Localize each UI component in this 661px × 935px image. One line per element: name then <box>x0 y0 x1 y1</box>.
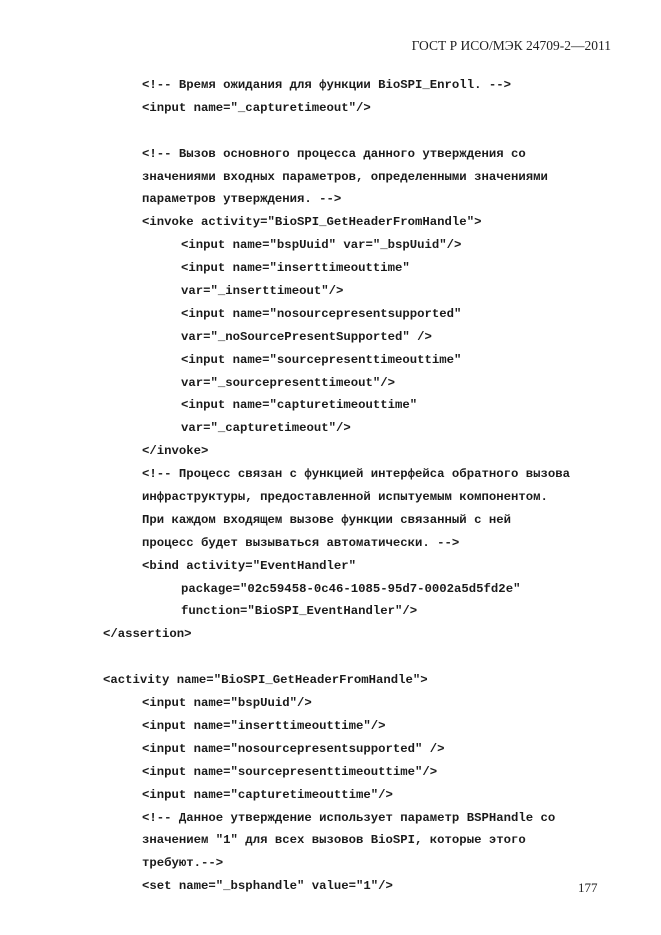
code-line-comment-callback: <!-- Процесс связан с функцией интерфейса обратного вызова <box>142 467 571 482</box>
code-line-comment-timeout: <!-- Время ожидания для функции BioSPI_Enroll. --> <box>142 78 511 92</box>
code-line-bind-open: <bind activity="EventHandler" <box>142 558 357 573</box>
code-line-activity-input-nosourcepresent: <input name="nosourcepresentsupported" /> <box>142 741 445 756</box>
page-header: ГОСТ Р ИСО/МЭК 24709-2—2011 <box>411 38 611 53</box>
code-line-input-capturetimeout: <input name="_capturetimeout"/> <box>142 100 371 115</box>
code-line-comment-callback: инфраструктуры, предоставленной испытуемым компонентом. <box>142 490 548 505</box>
code-line-comment-invoke: <!-- Вызов основного процесса данного утверждения со <box>142 146 526 161</box>
page-number: 177 <box>578 880 598 895</box>
blank-line <box>0 120 661 143</box>
code-line-comment-callback: процесс будет вызываться автоматически. --> <box>142 535 460 550</box>
code-line-activity-input-sourcepresenttimeout: <input name="sourcepresenttimeouttime"/> <box>142 764 438 779</box>
code-line-comment-bsphandle: <!-- Данное утверждение использует параметр BSPHandle со <box>142 810 556 825</box>
code-line-activity-open: <activity name="BioSPI_GetHeaderFromHandle"> <box>103 673 428 688</box>
code-line-bind-package: package="02c59458-0c46-1085-95d7-0002a5d5fd2e" <box>181 581 521 596</box>
code-line-input-bspuuid: <input name="bspUuid" var="_bspUuid"/> <box>181 238 462 253</box>
code-line-input-inserttimeouttime: <input name="inserttimeouttime" <box>181 261 410 276</box>
code-line-comment-invoke: параметров утверждения. --> <box>142 192 342 207</box>
code-line-var-nosourcepresent: var="_noSourcePresentSupported" /> <box>181 329 432 344</box>
code-line-invoke-open: <invoke activity="BioSPI_GetHeaderFromHandle"> <box>142 215 482 230</box>
code-line-var-sourcepresenttimeout: var="_sourcepresenttimeout"/> <box>181 375 396 390</box>
code-line-assertion-close: </assertion> <box>103 627 192 642</box>
blank-line <box>0 646 661 669</box>
code-line-comment-bsphandle: значением "1" для всех вызовов BioSPI, которые этого <box>142 833 526 848</box>
code-line-comment-invoke: значениями входных параметров, определенными значениями <box>142 169 548 184</box>
code-line-activity-input-inserttimeouttime: <input name="inserttimeouttime"/> <box>142 718 386 733</box>
code-line-input-nosourcepresent: <input name="nosourcepresentsupported" <box>181 306 462 321</box>
code-listing <box>0 74 661 898</box>
code-line-bind-function: function="BioSPI_EventHandler"/> <box>181 604 418 619</box>
code-line-input-capturetimeouttime: <input name="capturetimeouttime" <box>181 398 418 413</box>
code-line-comment-callback: При каждом входящем вызове функции связанный с ней <box>142 512 511 527</box>
code-line-comment-bsphandle: требуют.--> <box>142 856 224 871</box>
code-line-input-sourcepresenttimeout: <input name="sourcepresenttimeouttime" <box>181 352 462 367</box>
code-line-var-capturetimeout: var="_capturetimeout"/> <box>181 421 351 436</box>
code-line-activity-input-bspuuid: <input name="bspUuid"/> <box>142 696 312 711</box>
code-line-invoke-close: </invoke> <box>142 444 209 459</box>
code-line-activity-input-capturetimeouttime: <input name="capturetimeouttime"/> <box>142 787 393 802</box>
code-line-var-inserttimeout: var="_inserttimeout"/> <box>181 284 344 299</box>
code-line-set-bsphandle: <set name="_bsphandle" value="1"/> <box>142 879 393 894</box>
